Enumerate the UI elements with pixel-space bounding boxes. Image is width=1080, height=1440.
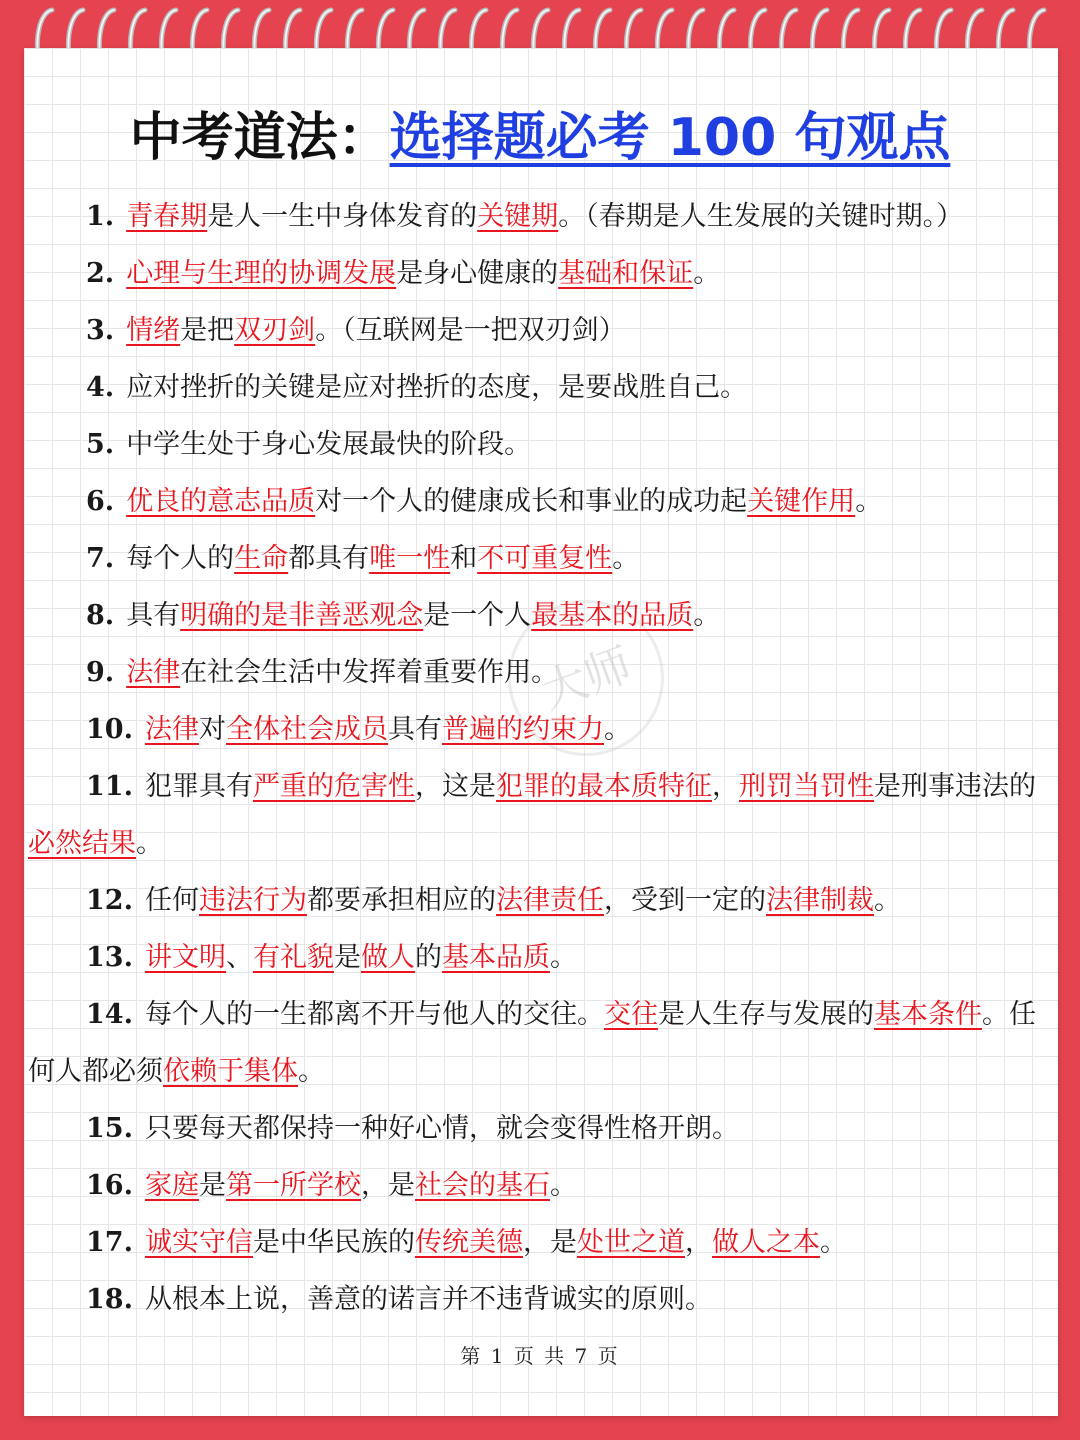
item-number: 3. — [86, 315, 115, 346]
list-item — [28, 587, 1056, 644]
key-term: 社会的基石 — [414, 1170, 550, 1201]
watermark-stamp: 大师 — [486, 578, 686, 778]
list-item — [28, 929, 1056, 986]
item-text: 、 — [225, 942, 253, 973]
item-text: 中学生处于身心发展最快的阶段。 — [126, 429, 532, 460]
item-number: 11. — [86, 771, 133, 802]
statement-list — [28, 188, 1056, 1328]
item-text: 。 — [298, 1056, 325, 1087]
key-term: 处世之道 — [576, 1227, 685, 1258]
list-item — [28, 701, 1056, 758]
key-term: 有礼貌 — [252, 942, 334, 973]
item-text: 只要每天都保持一种好心情，就会变得性格开朗。 — [144, 1113, 739, 1144]
key-term: 基本条件 — [873, 999, 982, 1030]
item-text: 在社会生活中发挥着重要作用。 — [180, 657, 559, 688]
item-text: 应对挫折的关键是应对挫折的态度，是要战胜自己。 — [126, 372, 748, 403]
key-term: 唯一性 — [369, 543, 451, 574]
list-item — [28, 245, 1056, 302]
key-term: 不可重复性 — [477, 543, 613, 574]
item-text: 任何 — [144, 885, 199, 916]
item-text: 是一个人 — [423, 600, 532, 631]
item-text: 是 — [333, 942, 361, 973]
item-number: 12. — [86, 885, 133, 916]
list-item — [28, 986, 1056, 1100]
list-item — [28, 302, 1056, 359]
item-text: 是人生存与发展的 — [657, 999, 874, 1030]
item-number: 10. — [86, 714, 133, 745]
item-text: 是身心健康的 — [396, 258, 559, 289]
item-text: 。 — [855, 486, 883, 517]
item-text: 对 — [198, 714, 226, 745]
list-item — [28, 872, 1056, 929]
item-text: 是把 — [180, 315, 235, 346]
item-text: 都要承担相应的 — [306, 885, 496, 916]
key-term: 法律 — [126, 657, 181, 688]
key-term: 心理与生理的协调发展 — [126, 258, 397, 289]
item-text: ， — [684, 1227, 712, 1258]
list-item — [28, 644, 1056, 701]
key-term: 双刃剑 — [234, 315, 316, 346]
key-term: 青春期 — [126, 201, 208, 232]
item-number: 5. — [86, 429, 115, 460]
item-text: 具有 — [387, 714, 442, 745]
item-number: 6. — [86, 486, 115, 517]
key-term: 关键作用 — [747, 486, 856, 517]
key-term: 做人之本 — [711, 1227, 820, 1258]
item-number: 8. — [86, 600, 115, 631]
key-term: 刑罚当罚性 — [738, 771, 874, 802]
item-number: 4. — [86, 372, 115, 403]
key-term: 法律 — [144, 714, 199, 745]
title-prefix: 中考道法： — [129, 108, 390, 168]
key-term: 优良的意志品质 — [126, 486, 316, 517]
item-text: ，这是 — [414, 771, 496, 802]
list-item — [28, 758, 1056, 872]
item-number: 13. — [86, 942, 133, 973]
item-text: 是刑事违法的 — [873, 771, 1036, 802]
item-number: 14. — [86, 999, 133, 1030]
key-term: 普遍的约束力 — [441, 714, 604, 745]
item-number: 18. — [86, 1284, 133, 1315]
item-text: 的 — [414, 942, 442, 973]
item-text: 具有 — [126, 600, 181, 631]
key-term: 犯罪的最本质特征 — [495, 771, 712, 802]
item-text: 。（互联网是一把双刃剑） — [315, 315, 626, 346]
page-footer: 第 1 页 共 7 页 — [460, 1344, 620, 1368]
list-item — [28, 473, 1056, 530]
item-number: 16. — [86, 1170, 133, 1201]
item-text: 对一个人的健康成长和事业的成功起 — [315, 486, 748, 517]
list-item — [28, 359, 1056, 416]
item-text: ， — [711, 771, 739, 802]
item-text: 和 — [450, 543, 478, 574]
item-text: 。 — [136, 828, 163, 859]
item-text: 。 — [693, 258, 721, 289]
key-term: 诚实守信 — [144, 1227, 253, 1258]
key-term: 法律制裁 — [765, 885, 874, 916]
item-text: 。（春期是人生发展的关键时期。） — [558, 201, 964, 232]
key-term: 全体社会成员 — [225, 714, 388, 745]
item-text: 。任何人都必须 — [28, 999, 1036, 1087]
item-number: 15. — [86, 1113, 133, 1144]
list-item — [28, 1100, 1056, 1157]
key-term: 家庭 — [144, 1170, 199, 1201]
list-item — [28, 1214, 1056, 1271]
key-term: 讲文明 — [144, 942, 226, 973]
key-term: 做人 — [360, 942, 415, 973]
item-text: 。 — [693, 600, 721, 631]
item-text: 。 — [873, 885, 901, 916]
key-term: 关键期 — [477, 201, 559, 232]
item-text: 每个人的一生都离不开与他人的交往。 — [144, 999, 604, 1030]
key-term: 必然结果 — [28, 828, 136, 859]
item-text: 是 — [198, 1170, 226, 1201]
key-term: 情绪 — [126, 315, 181, 346]
item-text: 是人一生中身体发育的 — [207, 201, 478, 232]
list-item — [28, 1271, 1056, 1328]
item-text: 都具有 — [288, 543, 370, 574]
key-term: 基础和保证 — [558, 258, 694, 289]
item-number: 7. — [86, 543, 115, 574]
key-term: 第一所学校 — [225, 1170, 361, 1201]
key-term: 依赖于集体 — [163, 1056, 298, 1087]
item-text: 。 — [549, 942, 577, 973]
item-number: 1. — [86, 201, 115, 232]
key-term: 交往 — [603, 999, 658, 1030]
item-number: 9. — [86, 657, 115, 688]
item-text: 是中华民族的 — [252, 1227, 415, 1258]
item-text: ，是 — [360, 1170, 415, 1201]
item-number: 17. — [86, 1227, 133, 1258]
list-item — [28, 530, 1056, 587]
key-term: 严重的危害性 — [252, 771, 415, 802]
item-text: 每个人的 — [126, 543, 235, 574]
item-text: 从根本上说，善意的诺言并不违背诚实的原则。 — [144, 1284, 712, 1315]
page-title — [0, 100, 1080, 176]
item-text: 。 — [549, 1170, 577, 1201]
key-term: 违法行为 — [198, 885, 307, 916]
key-term: 生命 — [234, 543, 289, 574]
list-item — [28, 416, 1056, 473]
item-text: ，是 — [522, 1227, 577, 1258]
key-term: 传统美德 — [414, 1227, 523, 1258]
item-text: 。 — [819, 1227, 847, 1258]
list-item — [28, 188, 1056, 245]
key-term: 基本品质 — [441, 942, 550, 973]
key-term: 法律责任 — [495, 885, 604, 916]
key-term: 明确的是非善恶观念 — [180, 600, 424, 631]
title-main: 选择题必考 100 句观点 — [389, 108, 951, 168]
item-text: ，受到一定的 — [603, 885, 766, 916]
item-number: 2. — [86, 258, 115, 289]
item-text: 犯罪具有 — [144, 771, 253, 802]
item-text: 。 — [612, 543, 640, 574]
key-term: 最基本的品质 — [531, 600, 694, 631]
item-text: 。 — [603, 714, 631, 745]
list-item — [28, 1157, 1056, 1214]
